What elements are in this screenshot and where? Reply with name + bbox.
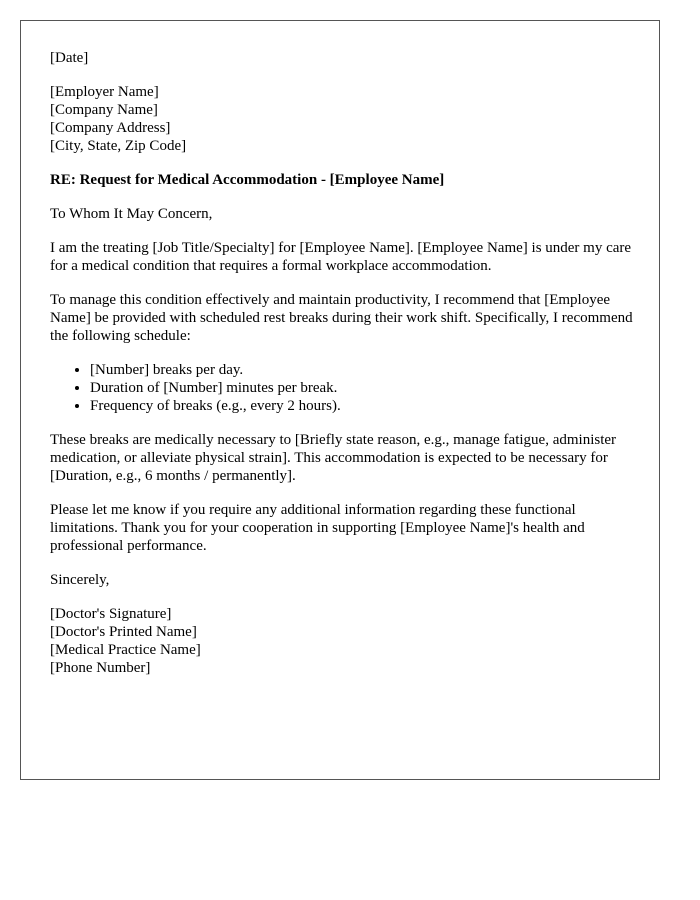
employer-name: [Employer Name] <box>50 84 159 100</box>
company-address: [Company Address] <box>50 120 171 136</box>
closing: Sincerely, <box>50 572 110 588</box>
subject-line: RE: Request for Medical Accommodation - [Employee Name] <box>50 172 445 188</box>
city-state-zip: [City, State, Zip Code] <box>50 138 187 154</box>
doctor-printed-name: [Doctor's Printed Name] <box>50 624 197 640</box>
letter-body <box>50 49 640 693</box>
phone-number: [Phone Number] <box>50 660 151 676</box>
recipient-address <box>50 83 640 155</box>
break-schedule-list <box>50 361 640 415</box>
list-item: • Frequency of breaks (e.g., every 2 hours). <box>90 397 640 415</box>
signature-block <box>50 605 640 677</box>
company-name: [Company Name] <box>50 102 158 118</box>
list-item: • [Number] breaks per day. <box>90 361 640 379</box>
paragraph-closing-remarks: Please let me know if you require any additional information regarding these functional limitations. Thank you for your cooperation in supporting [Employee Name]'s health and professional performance. <box>50 502 585 554</box>
date-text: [Date] <box>50 50 89 66</box>
date-line <box>50 49 640 67</box>
medical-practice-name: [Medical Practice Name] <box>50 642 201 658</box>
doctor-signature: [Doctor's Signature] <box>50 606 172 622</box>
paragraph-necessity: These breaks are medically necessary to [Briefly state reason, e.g., manage fatigue, administer medication, or alleviate physical strain]. This accommodation is expected to be necessary for [Duration, e.g., 6 months / permanently]. <box>50 432 617 484</box>
salutation: To Whom It May Concern, <box>50 206 213 222</box>
paragraph-intro: I am the treating [Job Title/Specialty] for [Employee Name]. [Employee Name] is under my care for a medical condition that requires a formal workplace accommodation. <box>50 240 632 274</box>
paragraph-recommendation: To manage this condition effectively and maintain productivity, I recommend that [Employee Name] be provided with scheduled rest breaks during their work shift. Specifically, I recommend the following schedule: <box>50 292 633 344</box>
letter-page <box>20 20 660 780</box>
list-item: • Duration of [Number] minutes per break. <box>90 379 640 397</box>
